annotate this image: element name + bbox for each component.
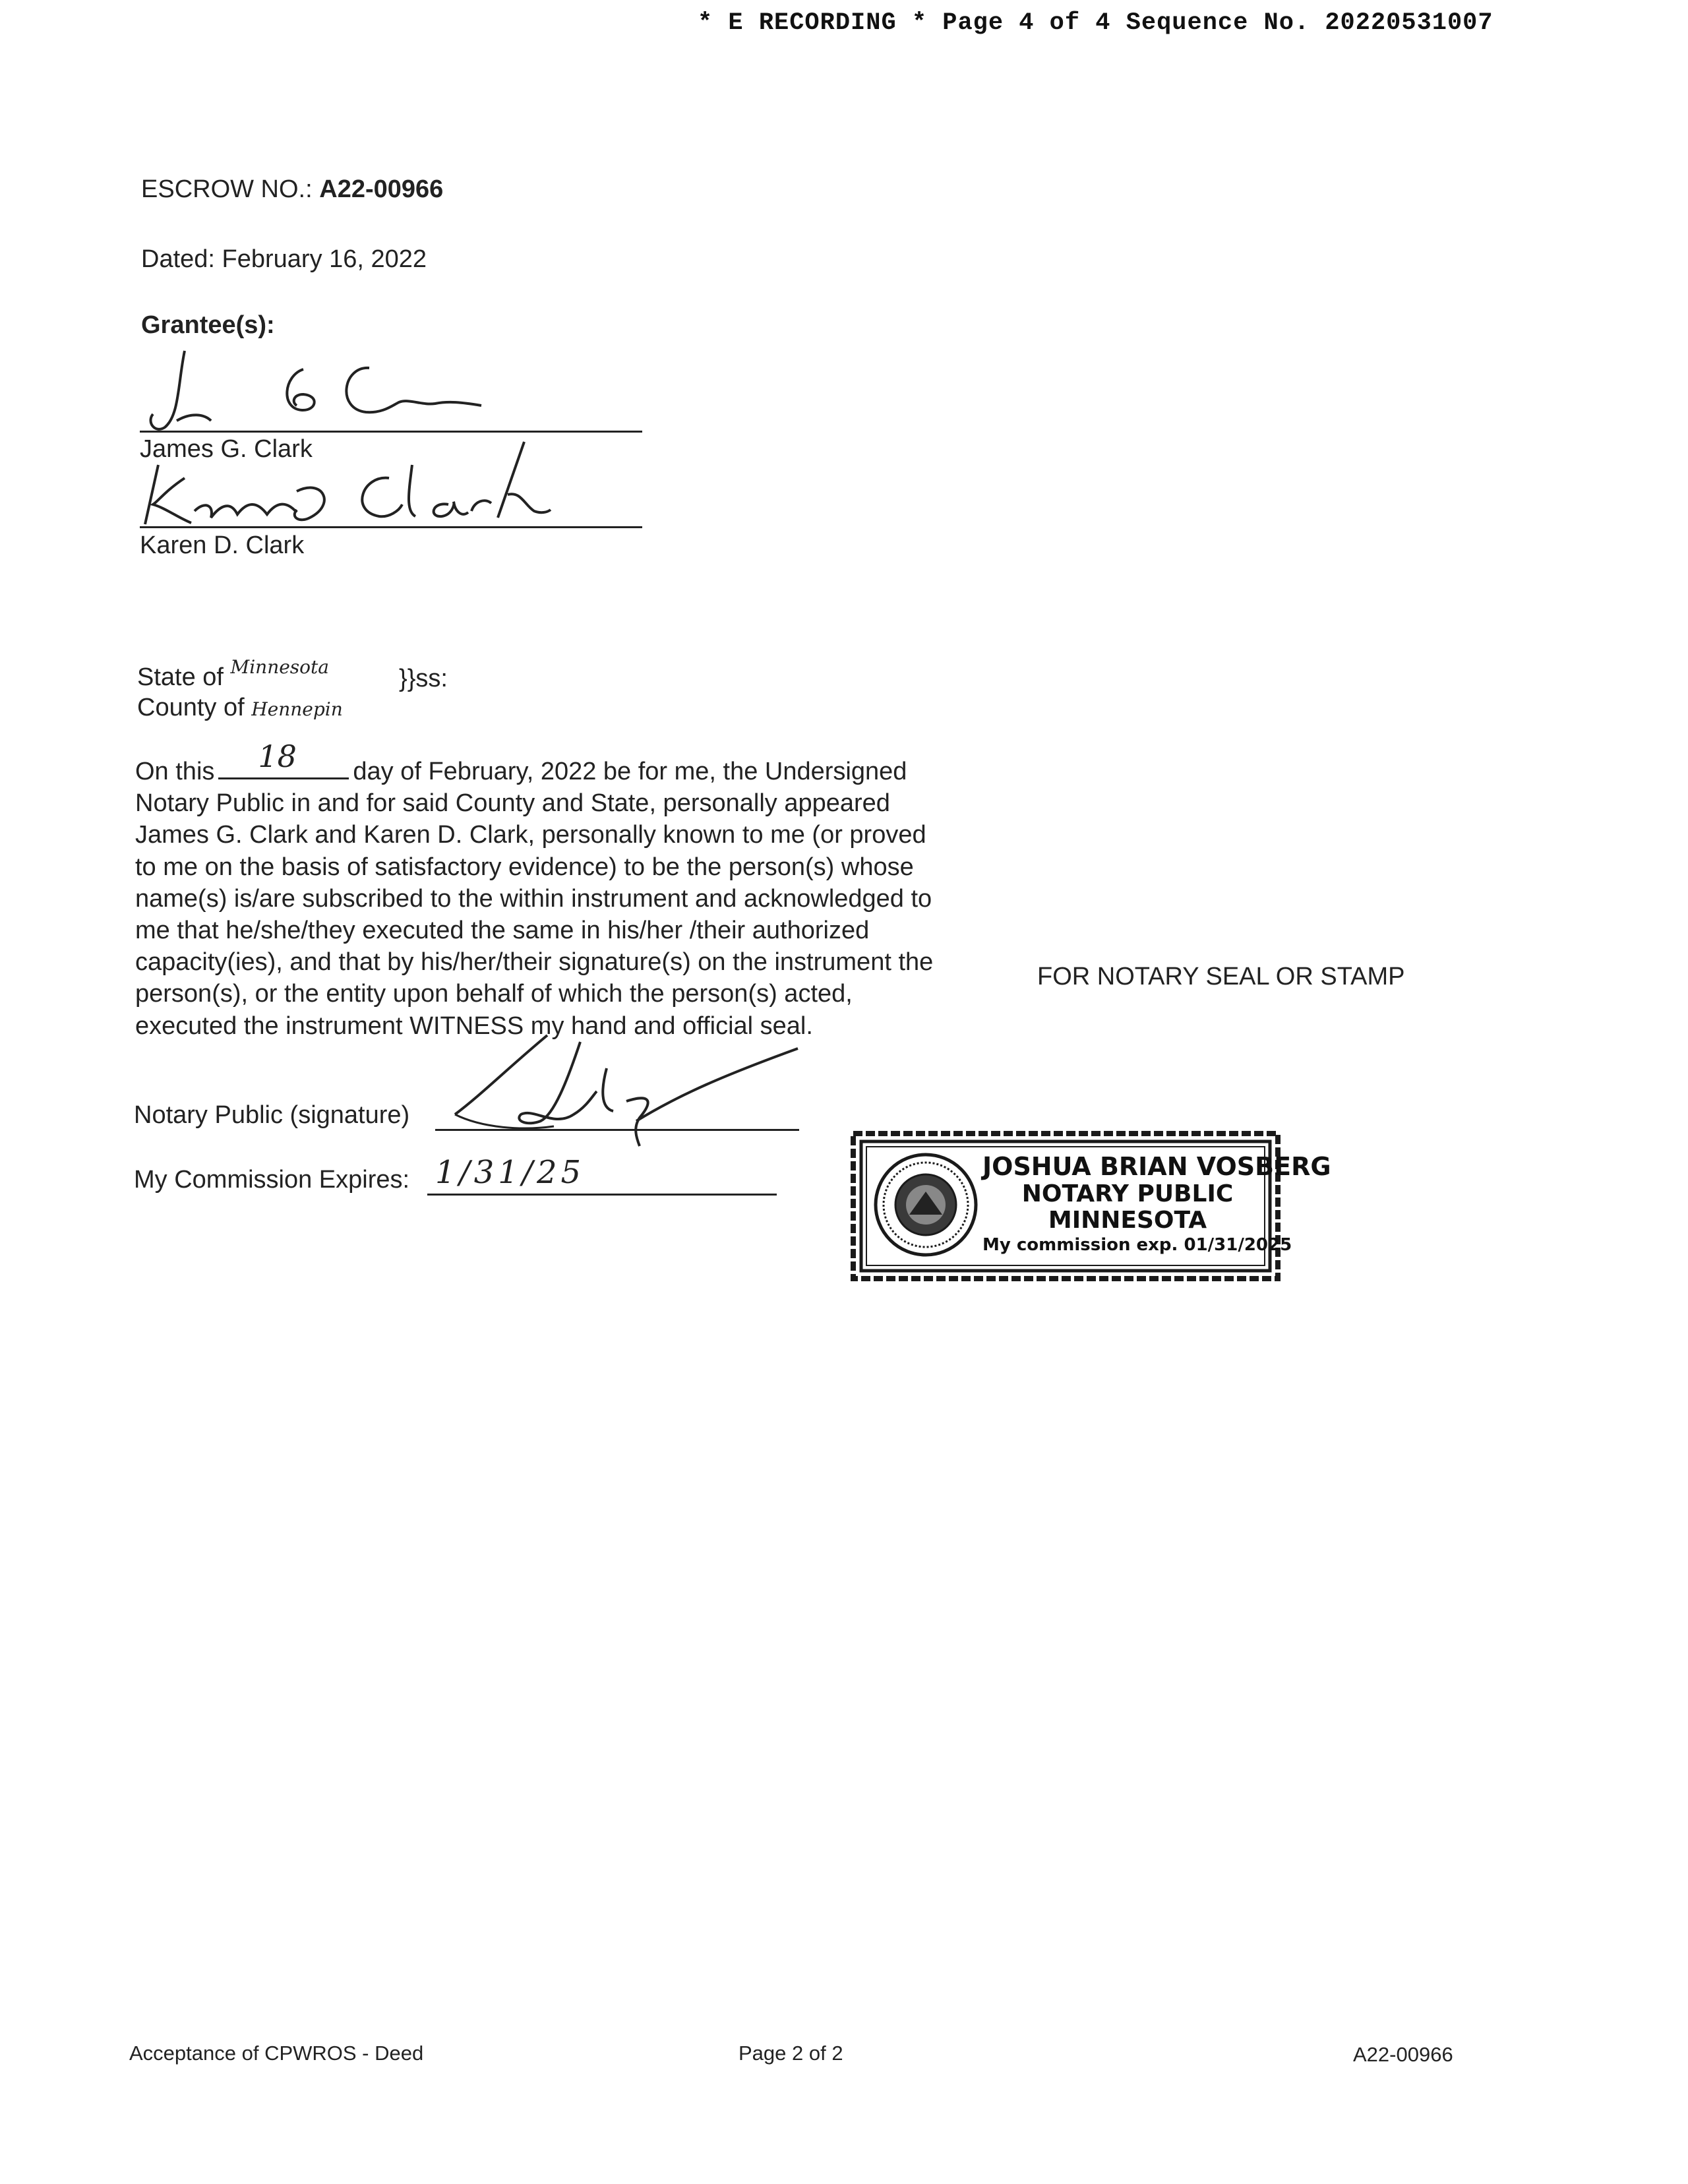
ack-line: capacity(ies), and that by his/her/their signature(s) on the instrument the bbox=[135, 948, 934, 977]
grantee-name-2: Karen D. Clark bbox=[140, 531, 305, 559]
notary-signature bbox=[429, 1029, 824, 1161]
stamp-title: NOTARY PUBLIC bbox=[1021, 1180, 1234, 1207]
day-blank bbox=[218, 739, 349, 779]
state-label: State of bbox=[137, 663, 224, 691]
commission-value: 1/31/25 bbox=[435, 1154, 586, 1191]
ack-line: Notary Public in and for said County and State, personally appeared bbox=[135, 789, 890, 818]
commission-label: My Commission Expires: bbox=[134, 1166, 410, 1194]
county-value: Hennepin bbox=[251, 698, 343, 720]
acknowledgment-first-line bbox=[135, 739, 992, 787]
grantee-name-1: James G. Clark bbox=[140, 435, 313, 463]
ack-line: James G. Clark and Karen D. Clark, personally known to me (or proved bbox=[135, 821, 926, 849]
seal-caption: FOR NOTARY SEAL OR STAMP bbox=[1037, 963, 1405, 990]
ack-line1-rest: day of February, 2022 be for me, the Undersigned bbox=[353, 758, 907, 785]
ack-line: person(s), or the entity upon behalf of which the person(s) acted, bbox=[135, 980, 853, 1008]
county-label: County of bbox=[137, 694, 245, 721]
commission-line bbox=[427, 1194, 777, 1196]
grantees-heading: Grantee(s): bbox=[141, 311, 275, 339]
grantee-signature-2 bbox=[138, 439, 547, 531]
footer-page: Page 2 of 2 bbox=[738, 2042, 843, 2065]
notary-stamp bbox=[851, 1130, 1331, 1283]
ack-line: name(s) is/are subscribed to the within instrument and acknowledged to bbox=[135, 884, 932, 913]
state-line bbox=[137, 656, 329, 692]
footer-right: A22-00966 bbox=[1353, 2043, 1453, 2066]
acknowledgment-paragraph bbox=[135, 739, 992, 1042]
footer-left: Acceptance of CPWROS - Deed bbox=[129, 2042, 424, 2065]
dated-label: Dated: bbox=[141, 245, 215, 273]
dated-value: February 16, 2022 bbox=[222, 245, 427, 273]
dated-line bbox=[141, 245, 427, 274]
ack-line: to me on the basis of satisfactory evidence) to be the person(s) whose bbox=[135, 853, 914, 881]
escrow-label: ESCROW NO.: bbox=[141, 175, 313, 203]
state-value: Minnesota bbox=[230, 656, 329, 678]
grantee-signature-line-1 bbox=[140, 431, 642, 433]
escrow-line bbox=[141, 175, 443, 204]
county-line bbox=[137, 694, 343, 722]
recording-header: * E RECORDING * Page 4 of 4 Sequence No. 20220531007 bbox=[698, 9, 1493, 37]
stamp-name: JOSHUA BRIAN VOSBERG bbox=[982, 1152, 1331, 1181]
notary-signature-label: Notary Public (signature) bbox=[134, 1101, 410, 1129]
ack-line: me that he/she/they executed the same in his/her /their authorized bbox=[135, 917, 870, 945]
ack-prefix: On this bbox=[135, 758, 215, 785]
stamp-commission: My commission exp. 01/31/2025 bbox=[982, 1235, 1292, 1255]
ack-line: executed the instrument WITNESS my hand and official seal. bbox=[135, 1012, 813, 1040]
state-seal-icon bbox=[873, 1152, 979, 1258]
stamp-text bbox=[982, 1152, 1331, 1256]
grantee-signature-1 bbox=[138, 343, 495, 435]
day-value: 18 bbox=[258, 739, 297, 774]
grantee-signature-line-2 bbox=[140, 526, 642, 528]
ss-marker: }}ss: bbox=[399, 665, 448, 692]
stamp-state: MINNESOTA bbox=[1048, 1207, 1207, 1234]
escrow-number: A22-00966 bbox=[319, 175, 444, 203]
